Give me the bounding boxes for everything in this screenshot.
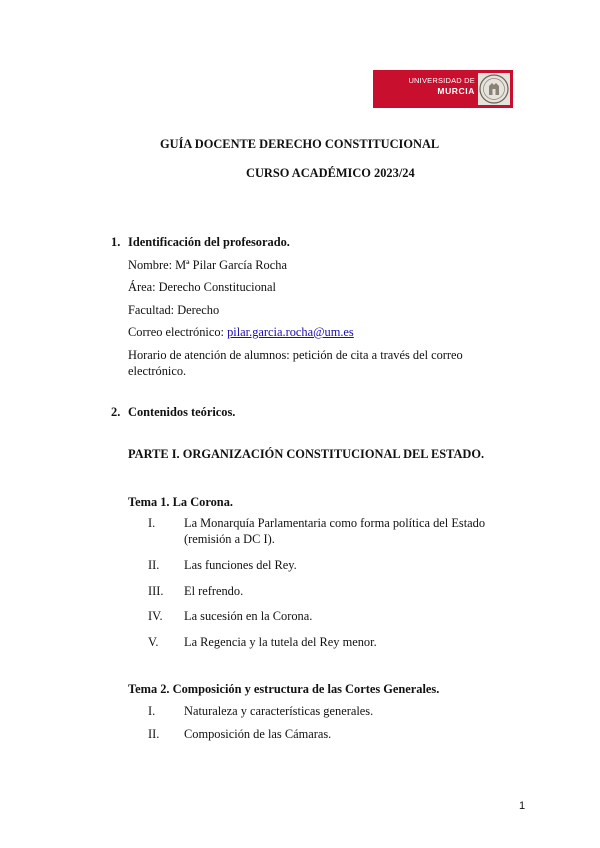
tema1-item-text-continued: (remisión a DC I). — [184, 532, 275, 546]
tema1-item-text: La Monarquía Parlamentaria como forma política del Estado — [184, 516, 486, 530]
tema2-item-number: II. — [148, 727, 160, 741]
professor-faculty: Facultad: Derecho — [128, 303, 220, 317]
tema1-item-number: IV. — [148, 609, 163, 623]
office-hours-line2: electrónico. — [128, 364, 187, 378]
logo-text — [408, 76, 475, 96]
university-seal-icon — [478, 73, 510, 105]
tema2-title: Tema 2. Composición y estructura de las Cortes Generales. — [128, 682, 440, 696]
professor-email — [128, 325, 354, 340]
university-logo — [373, 70, 513, 108]
tema2-item-number: I. — [148, 704, 156, 718]
tema1-item-text: El refrendo. — [184, 584, 244, 598]
part-heading: PARTE I. ORGANIZACIÓN CONSTITUCIONAL DEL ESTADO. — [128, 447, 485, 461]
page-number: 1 — [519, 800, 526, 812]
tema1-title: Tema 1. La Corona. — [128, 495, 233, 509]
tema1-item-text: La Regencia y la tutela del Rey menor. — [184, 635, 377, 649]
tema1-item-text: La sucesión en la Corona. — [184, 609, 313, 623]
academic-year: CURSO ACADÉMICO 2023/24 — [246, 166, 415, 180]
tema2-item-text: Composición de las Cámaras. — [184, 727, 332, 741]
professor-name: Nombre: Mª Pilar García Rocha — [128, 258, 287, 272]
logo-line2: MURCIA — [437, 86, 475, 96]
section1-number: 1. — [111, 235, 121, 249]
section1-heading: Identificación del profesorado. — [128, 235, 290, 249]
tema1-item-number: I. — [148, 516, 156, 530]
professor-area: Área: Derecho Constitucional — [128, 280, 276, 294]
section2-number: 2. — [111, 405, 121, 419]
email-label: Correo electrónico: — [128, 325, 228, 339]
office-hours-line1: Horario de atención de alumnos: petición de cita a través del correo — [128, 348, 463, 362]
tema1-item-number: V. — [148, 635, 159, 649]
document-title: GUÍA DOCENTE DERECHO CONSTITUCIONAL — [160, 137, 440, 151]
tema1-item-number: III. — [148, 584, 164, 598]
section2-heading: Contenidos teóricos. — [128, 405, 236, 419]
tema1-item-text: Las funciones del Rey. — [184, 558, 297, 572]
email-link[interactable]: pilar.garcia.rocha@um.es — [227, 325, 354, 339]
logo-line1: UNIVERSIDAD DE — [408, 76, 475, 85]
tema1-item-number: II. — [148, 558, 160, 572]
tema2-item-text: Naturaleza y características generales. — [184, 704, 374, 718]
